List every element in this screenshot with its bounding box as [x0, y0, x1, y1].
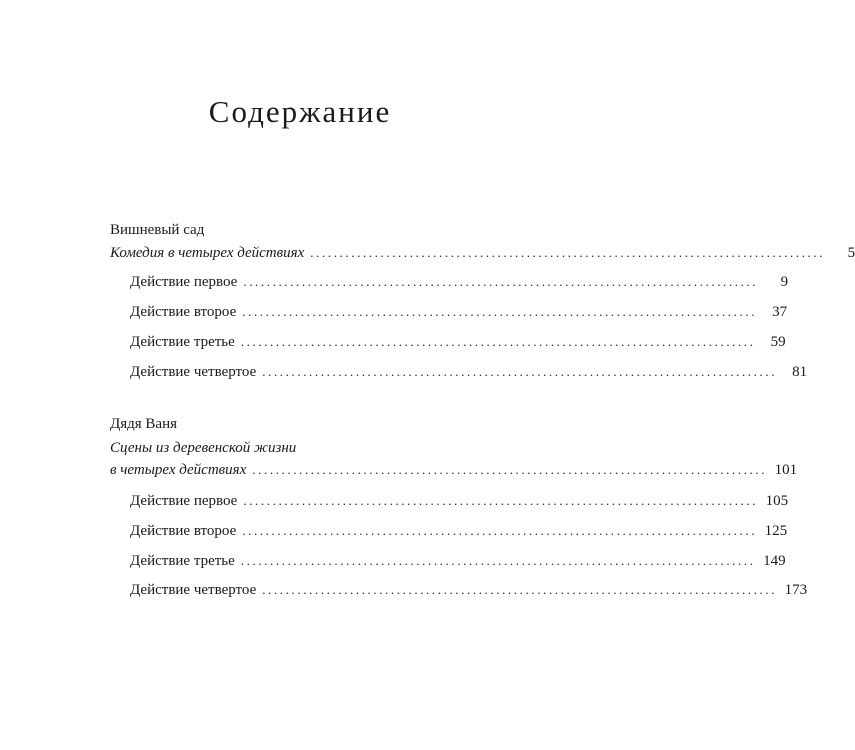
toc-entry-label: Действие первое [130, 274, 238, 290]
toc-entry-label: Комедия в четырех действиях [110, 245, 305, 261]
toc-entry-label: Действие второе [130, 304, 237, 320]
toc-entry-uncle-vanya-act-4[interactable] [130, 580, 808, 600]
toc-entry-uncle-vanya-act-3[interactable] [130, 551, 786, 571]
toc-page-number: 101 [774, 462, 798, 478]
toc-entry-uncle-vanya-subtitle[interactable] [110, 460, 798, 480]
toc-page-number: 105 [765, 493, 789, 509]
toc-page-number: 9 [780, 274, 789, 290]
toc-entry-uncle-vanya-act-2[interactable] [130, 521, 788, 541]
toc-page-number: 59 [770, 334, 786, 350]
section-heading-uncle-vanya: Дядя Ваня [110, 416, 178, 432]
toc-page-number: 149 [763, 553, 786, 569]
dot-leader: ........................................................................................ [240, 334, 756, 349]
toc-entry-cherry-orchard-act-3[interactable] [130, 332, 786, 352]
toc-entry-label: в четырех действиях [110, 462, 247, 478]
toc-entry-label: Действие первое [130, 493, 238, 509]
toc-page-number: 5 [847, 245, 855, 261]
toc-page-number: 81 [792, 364, 808, 380]
section-subtitle-uncle-vanya: Сцены из деревенской жизни [110, 440, 297, 456]
dot-leader: ........................................................................................ [240, 553, 756, 568]
dot-leader: ........................................................................................ [242, 523, 758, 538]
toc-entry-label: Действие четвертое [130, 364, 257, 380]
section-heading-cherry-orchard: Вишневый сад [110, 222, 205, 238]
toc-entry-cherry-orchard-act-1[interactable] [130, 272, 789, 292]
toc-page-number: 125 [764, 523, 788, 539]
dot-leader: ........................................................................................ [262, 582, 778, 597]
toc-entry-label: Действие третье [130, 553, 235, 569]
toc-entry-label: Действие третье [130, 334, 235, 350]
page-title: Содержание [208, 94, 392, 129]
dot-leader: ........................................................................................ [242, 304, 758, 319]
toc-entry-uncle-vanya-act-1[interactable] [130, 491, 789, 511]
toc-page-number: 173 [784, 582, 808, 598]
dot-leader: ........................................................................................ [262, 364, 778, 379]
dot-leader: ........................................................................................ [252, 462, 768, 477]
toc-entry-label: Действие второе [130, 523, 237, 539]
toc-entry-label: Действие четвертое [130, 582, 257, 598]
dot-leader: ........................................................................................ [243, 274, 759, 289]
toc-entry-cherry-orchard-act-4[interactable] [130, 362, 808, 382]
toc-page-number: 37 [772, 304, 788, 320]
toc-entry-cherry-orchard-act-2[interactable] [130, 302, 788, 322]
dot-leader: ........................................................................................ [243, 493, 759, 508]
dot-leader: ........................................................................................ [310, 245, 826, 260]
toc-entry-cherry-orchard-subtitle[interactable] [110, 243, 855, 263]
